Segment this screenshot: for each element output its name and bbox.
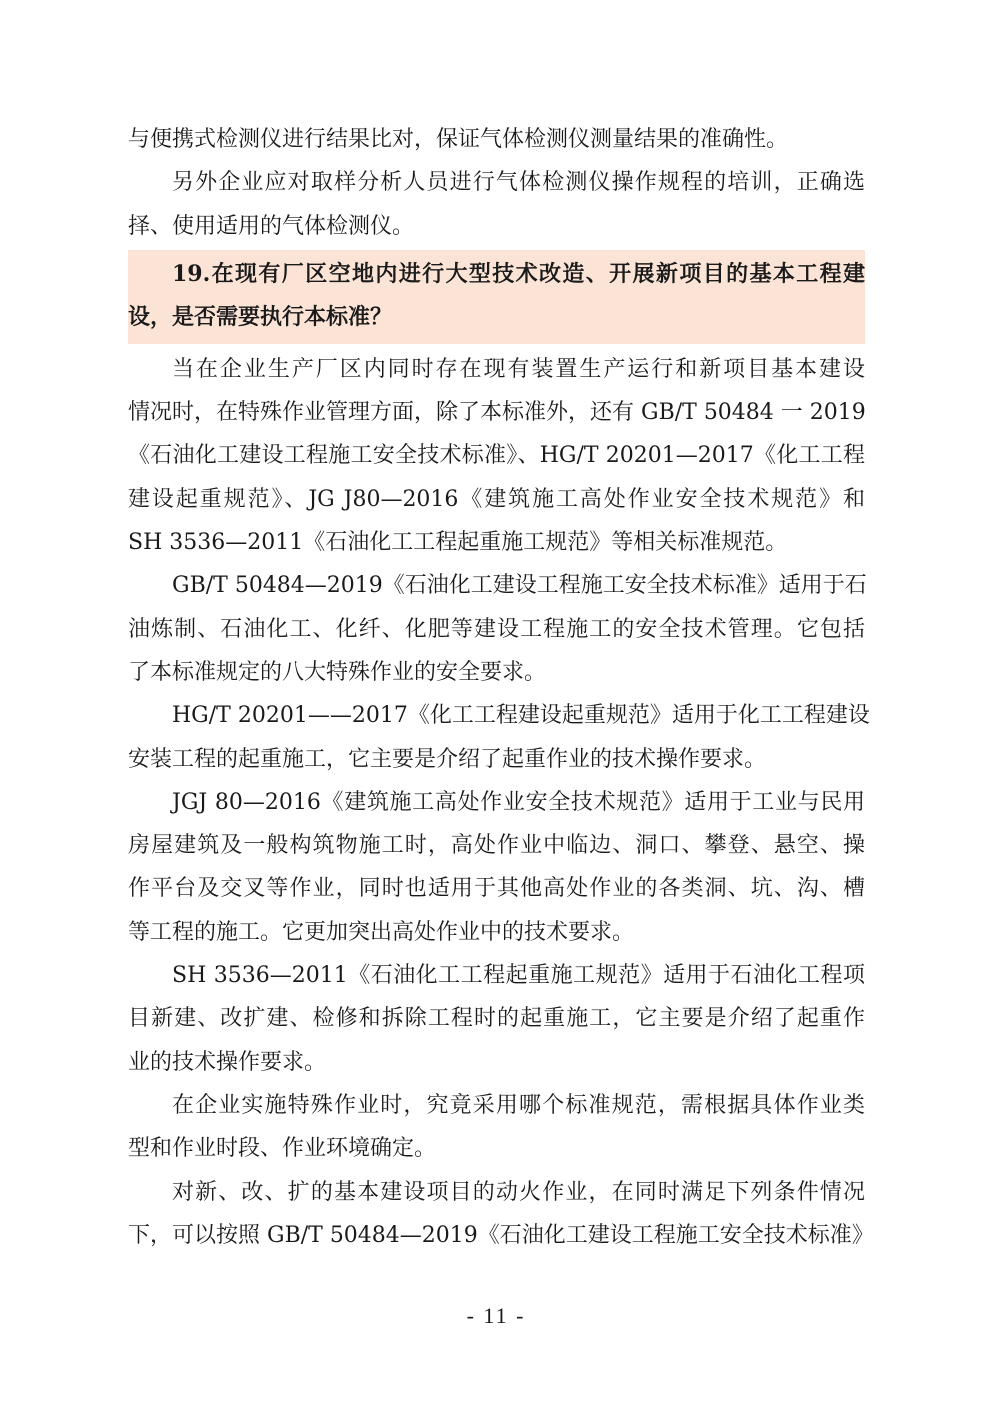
text-line: GB/T 50484—2019《石油化工建设工程施工安全技术标准》适用于石: [172, 573, 867, 599]
paragraph: [128, 118, 865, 161]
text-line: 业的技术操作要求。: [128, 1049, 327, 1075]
text-line: SH 3536—2011《石油化工工程起重施工规范》适用于石油化工程项: [172, 963, 865, 989]
text-line: 作平台及交叉等作业，同时也适用于其他高处作业的各类洞、坑、沟、槽: [128, 876, 865, 902]
text-line: JGJ 80—2016《建筑施工高处作业安全技术规范》适用于工业与民用: [172, 789, 865, 815]
text-line: 《石油化工建设工程施工安全技术标准》、HG/T 20201—2017《化工工程: [128, 443, 865, 469]
document-body: [128, 118, 874, 1257]
paragraph: [128, 954, 865, 1084]
question-line: 设，是否需要执行本标准？: [128, 303, 393, 330]
text-line: 在企业实施特殊作业时，究竟采用哪个标准规范，需根据具体作业类: [172, 1092, 865, 1118]
text-line: 与便携式检测仪进行结果比对，保证气体检测仪测量结果的准确性。: [128, 127, 789, 152]
paragraph: [128, 161, 865, 248]
text-line: 情况时，在特殊作业管理方面，除了本标准外，还有 GB/T 50484 一 2019: [128, 400, 866, 426]
question-line: 19.在现有厂区空地内进行大型技术改造、开展新项目的基本工程建: [172, 260, 865, 287]
text-line: 当在企业生产厂区内同时存在现有装置生产运行和新项目基本建设: [172, 356, 865, 382]
text-line: SH 3536—2011《石油化工工程起重施工规范》等相关标准规范。: [128, 530, 788, 556]
text-line: 型和作业时段、作业环境确定。: [128, 1136, 437, 1162]
paragraph: [128, 694, 870, 781]
text-line: 油炼制、石油化工、化纤、化肥等建设工程施工的安全技术管理。它包括: [128, 616, 865, 642]
text-line: 下，可以按照 GB/T 50484—2019《石油化工建设工程施工安全技术标准》: [128, 1222, 874, 1248]
paragraph: [128, 1171, 874, 1258]
text-line: 择、使用适用的气体检测仪。: [128, 213, 415, 239]
paragraph: [128, 781, 865, 954]
text-line: 安装工程的起重施工，它主要是介绍了起重作业的技术操作要求。: [128, 746, 767, 772]
question-heading: [128, 250, 865, 344]
text-line: 建设起重规范》、JG J80—2016《建筑施工高处作业安全技术规范》和: [128, 486, 865, 512]
text-line: 房屋建筑及一般构筑物施工时，高处作业中临边、洞口、攀登、悬空、操: [128, 833, 865, 859]
paragraph: [128, 348, 865, 564]
paragraph: [128, 1084, 865, 1171]
paragraph: [128, 564, 865, 694]
text-line: 等工程的施工。它更加突出高处作业中的技术要求。: [128, 919, 635, 945]
text-line: 另外企业应对取样分析人员进行气体检测仪操作规程的培训，正确选: [172, 170, 865, 196]
text-line: 对新、改、扩的基本建设项目的动火作业，在同时满足下列条件情况: [172, 1179, 865, 1205]
text-line: HG/T 20201——2017《化工工程建设起重规范》适用于化工工程建设: [172, 703, 870, 729]
text-line: 目新建、改扩建、检修和拆除工程时的起重施工，它主要是介绍了起重作: [128, 1006, 865, 1032]
page-number: - 11 -: [466, 1303, 526, 1328]
text-line: 了本标准规定的八大特殊作业的安全要求。: [128, 659, 547, 685]
